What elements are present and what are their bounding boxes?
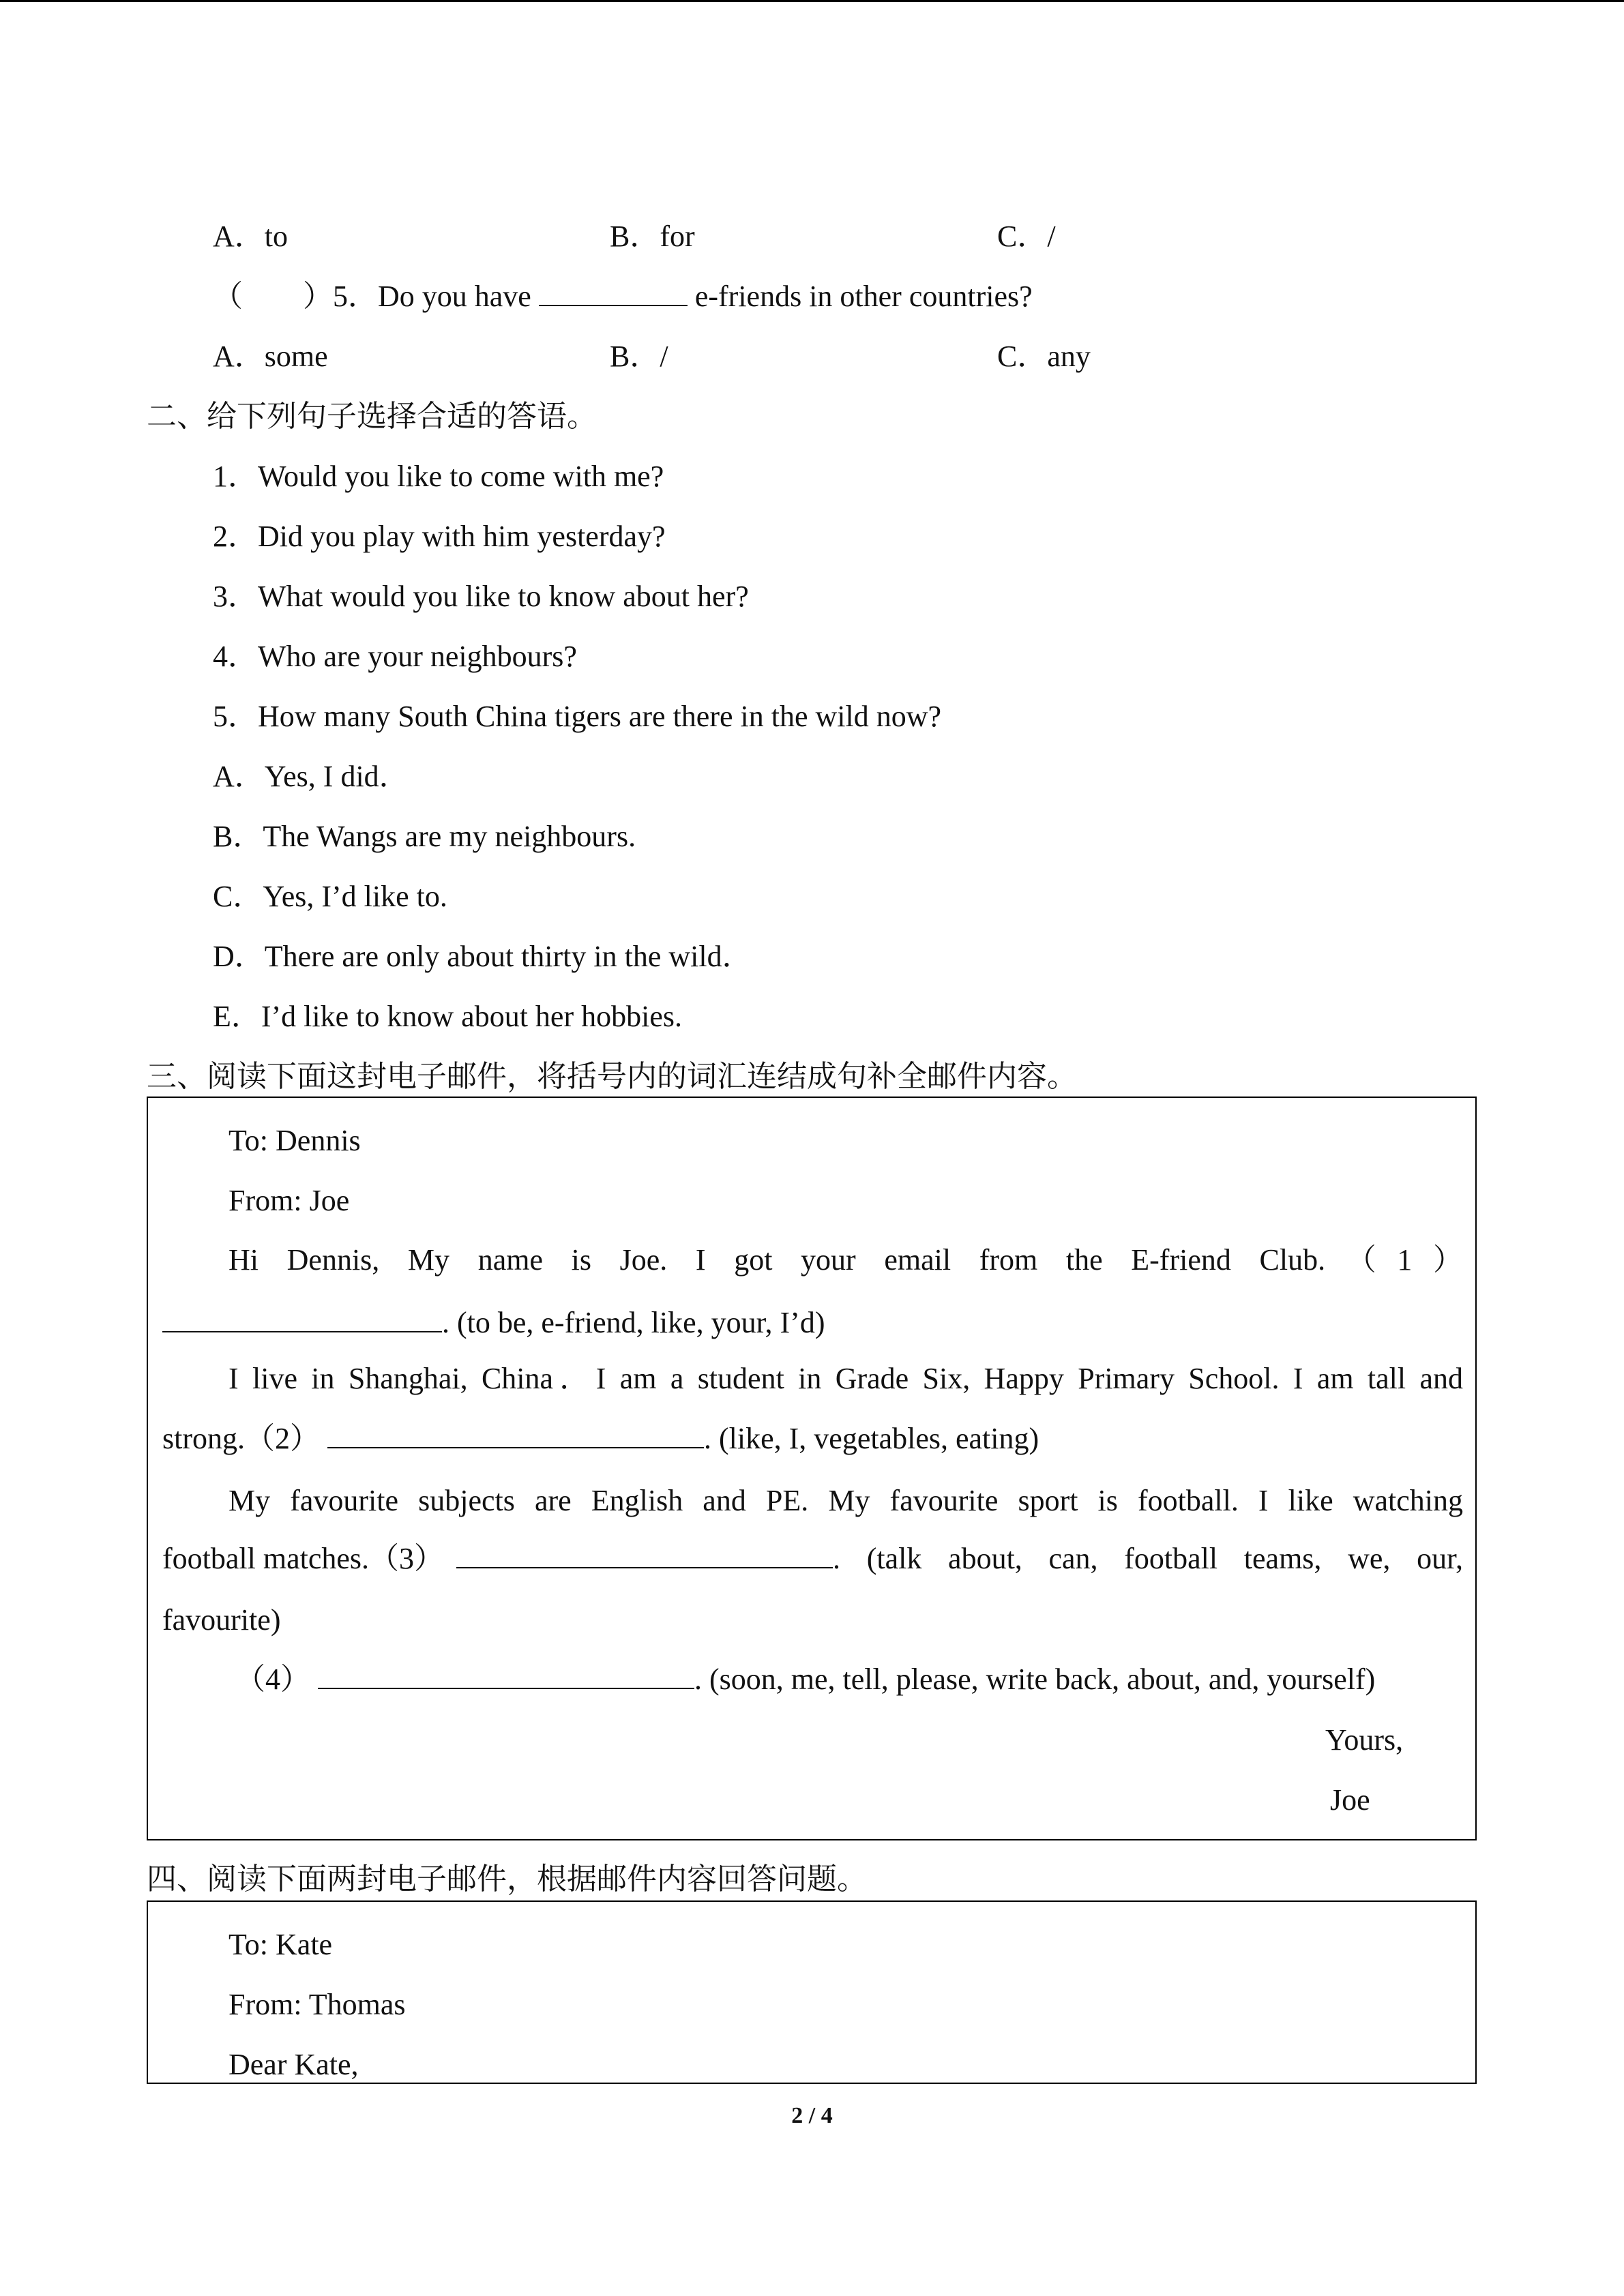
q4-option-b: B．for (610, 220, 695, 253)
blank-1-hint: . (to be, e-friend, like, your, I’d) (442, 1306, 825, 1339)
s2-answer-a: A．Yes, I did． (213, 760, 409, 793)
q5-option-b: B．/ (610, 340, 668, 373)
top-border (0, 0, 1624, 2)
email1-para2-line2 (162, 1418, 1039, 1459)
blank-3[interactable] (456, 1540, 833, 1568)
section-3-heading: 三、阅读下面这封电子邮件，将括号内的词汇连结成句补全邮件内容。 (147, 1060, 1077, 1093)
email1-para4 (235, 1659, 1375, 1700)
email1-closing: Yours, (1325, 1723, 1404, 1757)
email2-to: To: Kate (228, 1928, 333, 1961)
s2-question-5: 5．How many South China tigers are there in the wild now? (213, 700, 942, 733)
s2-answer-b: B．The Wangs are my neighbours. (213, 820, 636, 853)
email1-to: To: Dennis (228, 1124, 361, 1157)
email1-para2-line1: I live in Shanghai, China．I am a student in Grade Six, Happy Primary School. I am tall and (228, 1362, 1463, 1395)
email1-para3-line1: My favourite subjects are English and PE. My favourite sport is football. I like watching (228, 1484, 1463, 1517)
blank-2[interactable] (327, 1420, 704, 1448)
question-5-blank[interactable] (539, 278, 688, 306)
blank-4-hint: . (soon, me, tell, please, write back, about, and, yourself) (694, 1663, 1376, 1696)
email2-greeting: Dear Kate, (228, 2048, 359, 2081)
question-5-paren: （ ）5．Do you have (213, 280, 531, 313)
blank-1[interactable] (162, 1304, 442, 1332)
section-2-heading: 二、给下列句子选择合适的答语。 (147, 400, 597, 433)
email2-from: From: Thomas (228, 1988, 406, 2021)
s2-question-1: 1．Would you like to come with me? (213, 460, 664, 493)
email1-signature: Joe (1330, 1783, 1370, 1817)
blank-4[interactable] (318, 1660, 694, 1689)
email1-from: From: Joe (228, 1184, 350, 1217)
email1-para1-line1: Hi Dennis, My name is Joe. I got your email from the E-friend Club.（1） (228, 1243, 1463, 1277)
blank-2-lead: strong.（2） (162, 1422, 320, 1455)
s2-answer-d: D．There are only about thirty in the wild． (213, 940, 752, 973)
s2-answer-e: E．I’d like to know about her hobbies. (213, 1000, 682, 1033)
blank-2-hint: . (like, I, vegetables, eating) (704, 1422, 1039, 1455)
question-5-rest: e-friends in other countries? (694, 280, 1033, 313)
q5-option-c: C．any (997, 340, 1091, 373)
section-4-heading: 四、阅读下面两封电子邮件，根据邮件内容回答问题。 (147, 1862, 867, 1896)
email1-para1-line2 (162, 1302, 825, 1343)
s2-answer-c: C．Yes, I’d like to. (213, 880, 447, 913)
q5-option-a: A．some (213, 340, 328, 373)
q4-option-a: A．to (213, 220, 288, 253)
blank-3-hint: . (talk about, can, football teams, we, our, (833, 1542, 1463, 1575)
email1-para3-line3: favourite) (162, 1603, 281, 1637)
blank-3-lead: football matches.（3） (162, 1542, 445, 1575)
question-5 (213, 276, 1033, 317)
s2-question-4: 4．Who are your neighbours? (213, 640, 577, 673)
q4-option-c: C．/ (997, 220, 1056, 253)
s2-question-3: 3．What would you like to know about her? (213, 580, 749, 613)
page-number: 2 / 4 (791, 2103, 833, 2128)
blank-4-lead: （4） (235, 1663, 310, 1696)
email1-para3-line2 (162, 1538, 1463, 1579)
s2-question-2: 2．Did you play with him yesterday? (213, 520, 666, 553)
